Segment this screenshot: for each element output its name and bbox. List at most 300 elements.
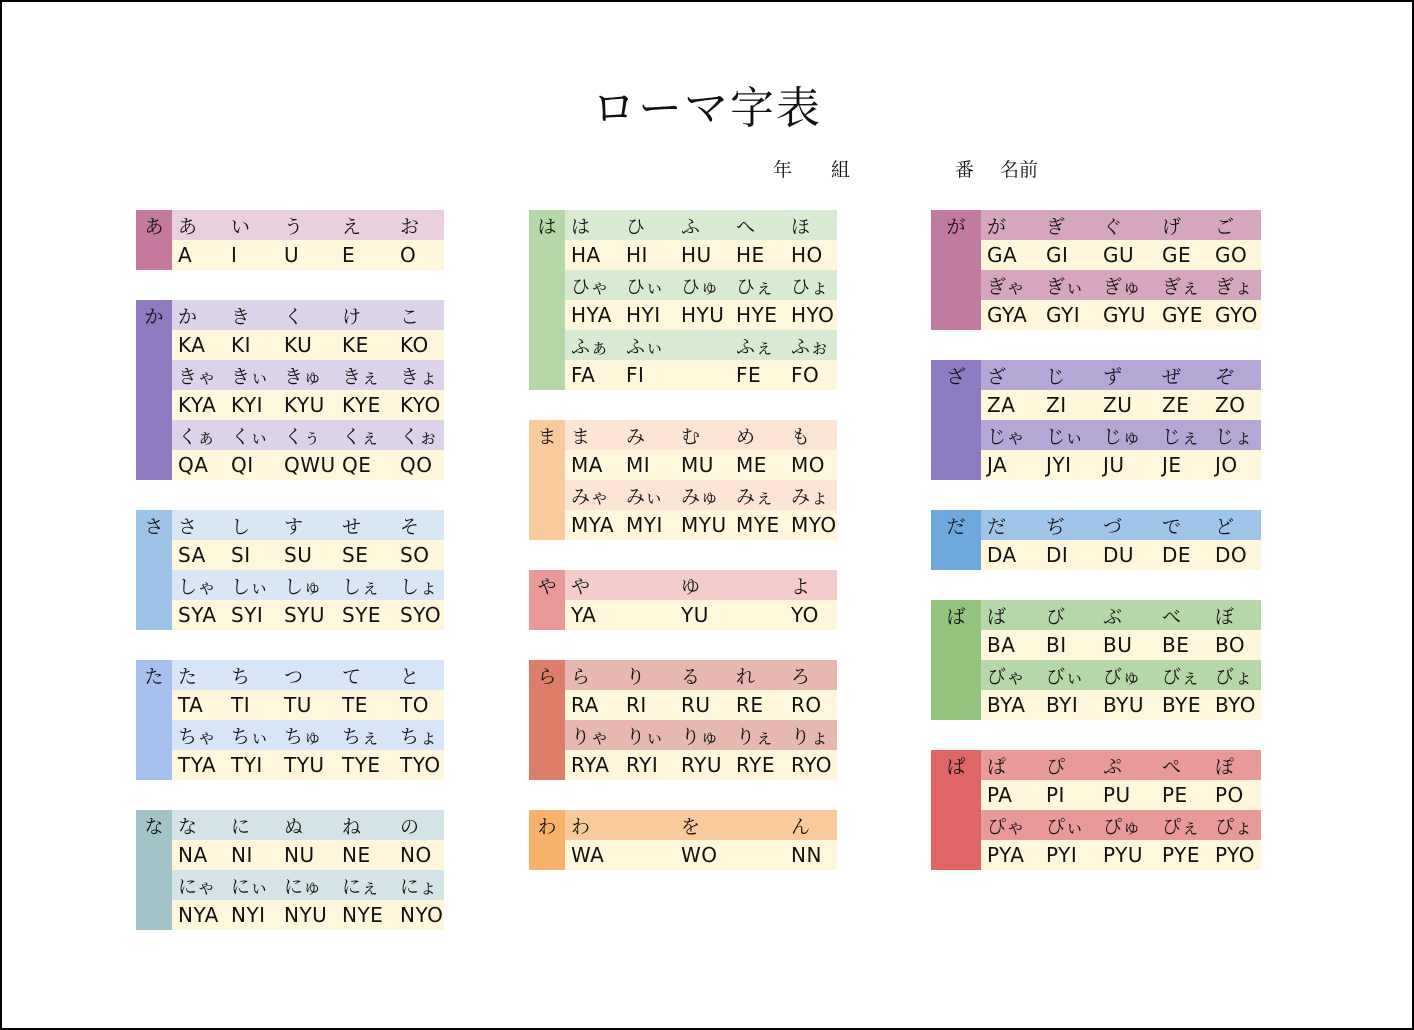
kana-row (172, 360, 444, 390)
kana-cell: ち (231, 665, 251, 688)
kana-row (172, 870, 444, 900)
kana-group (529, 420, 837, 540)
kana-cell: ぴゅ (1103, 815, 1142, 838)
kana-cell: か (178, 305, 198, 328)
romaji-cell: NI (231, 843, 253, 867)
romaji-cell: PYO (1215, 843, 1255, 867)
romaji-cell: MO (791, 453, 825, 477)
romaji-cell: QE (342, 453, 372, 477)
romaji-cell: SU (284, 543, 313, 567)
romaji-cell: BI (1046, 633, 1067, 657)
romaji-cell: JYI (1046, 453, 1072, 477)
group-label: た (136, 660, 172, 780)
romaji-cell: WA (571, 843, 605, 867)
kana-cell: じゅ (1103, 425, 1142, 448)
romaji-cell: TA (178, 693, 204, 717)
kana-cell: ぼ (1215, 605, 1235, 628)
romaji-cell: HU (681, 243, 712, 267)
kana-cell: りぃ (626, 725, 665, 748)
kana-cell: さ (178, 515, 198, 538)
romaji-row (172, 330, 444, 360)
romaji-row (172, 600, 444, 630)
romaji-row (172, 240, 444, 270)
romaji-cell: NN (791, 843, 822, 867)
romaji-cell: GYE (1162, 303, 1203, 327)
romaji-cell: NYA (178, 903, 219, 927)
romaji-cell: HYU (681, 303, 725, 327)
kana-cell: じ (1046, 365, 1066, 388)
romaji-cell: O (400, 243, 417, 267)
romaji-cell: BE (1162, 633, 1190, 657)
kana-cell: べ (1162, 605, 1182, 628)
romaji-row (172, 840, 444, 870)
kana-row (172, 810, 444, 840)
romaji-cell: YU (681, 603, 709, 627)
kana-cell: みょ (791, 485, 830, 508)
kana-cell: へ (736, 215, 756, 238)
kana-group (931, 750, 1261, 870)
romaji-cell: GE (1162, 243, 1192, 267)
kana-cell: ぴょ (1215, 815, 1254, 838)
romaji-cell: NYI (231, 903, 266, 927)
kana-cell: きぇ (342, 365, 381, 388)
kana-cell: て (342, 665, 362, 688)
romaji-cell: ZA (987, 393, 1016, 417)
romaji-cell: NYU (284, 903, 328, 927)
romaji-cell: RYU (681, 753, 722, 777)
kana-group (931, 510, 1261, 570)
kana-cell: ね (342, 815, 362, 838)
kana-cell: きゅ (284, 365, 323, 388)
kana-group (931, 600, 1261, 720)
romaji-row (565, 690, 837, 720)
kana-cell: ちゃ (178, 725, 217, 748)
kana-cell: ぴぇ (1162, 815, 1201, 838)
kana-cell: ぎゃ (987, 275, 1026, 298)
kana-row (172, 660, 444, 690)
kana-cell: りぇ (736, 725, 775, 748)
romaji-cell: TI (231, 693, 251, 717)
romaji-cell: ZU (1103, 393, 1133, 417)
kana-cell: ふ (681, 215, 701, 238)
romaji-cell: MYI (626, 513, 663, 537)
kana-cell: きぃ (231, 365, 270, 388)
romaji-cell: RI (626, 693, 647, 717)
romaji-cell: HA (571, 243, 601, 267)
romaji-cell: BA (987, 633, 1016, 657)
kana-cell: と (400, 665, 420, 688)
romaji-cell: DE (1162, 543, 1192, 567)
kana-cell: う (284, 215, 304, 238)
romaji-row (172, 390, 444, 420)
kana-row (565, 420, 837, 450)
romaji-cell: GU (1103, 243, 1135, 267)
kana-row (172, 720, 444, 750)
kana-group (529, 570, 837, 630)
romaji-row (565, 300, 837, 330)
kana-cell: きょ (400, 365, 439, 388)
kana-cell: わ (571, 815, 591, 838)
romaji-cell: HYO (791, 303, 835, 327)
kana-cell: ぐ (1103, 215, 1123, 238)
romaji-cell: PO (1215, 783, 1244, 807)
group-label: だ (931, 510, 981, 570)
kana-row (565, 270, 837, 300)
kana-cell: しぃ (231, 575, 269, 598)
kana-cell: ぴゃ (987, 815, 1026, 838)
romaji-row (565, 750, 837, 780)
kana-cell: は (571, 215, 591, 238)
kana-cell: くぃ (231, 425, 269, 448)
romaji-cell: ZI (1046, 393, 1067, 417)
kana-row (981, 810, 1261, 840)
romaji-cell: TYU (284, 753, 325, 777)
name-label: 名前 (1000, 159, 1039, 181)
column-right (931, 210, 1261, 870)
romaji-cell: PYI (1046, 843, 1078, 867)
kana-cell: そ (400, 515, 420, 538)
kana-cell: ぎ (1046, 215, 1066, 238)
kana-cell: りゅ (681, 725, 720, 748)
romaji-cell: HE (736, 243, 765, 267)
kana-row (981, 270, 1261, 300)
kana-cell: じゃ (987, 425, 1026, 448)
kana-cell: りょ (791, 725, 830, 748)
kana-row (565, 810, 837, 840)
column-left (136, 210, 444, 930)
kana-cell: ず (1103, 365, 1123, 388)
romaji-cell: BU (1103, 633, 1133, 657)
kana-group (136, 300, 444, 480)
kana-cell: みぃ (626, 485, 664, 508)
romaji-cell: PE (1162, 783, 1188, 807)
kana-cell: ぎゅ (1103, 275, 1142, 298)
romaji-cell: SI (231, 543, 251, 567)
romaji-cell: TYA (178, 753, 217, 777)
kana-cell: くぉ (400, 425, 438, 448)
romaji-row (172, 900, 444, 930)
kana-cell: じぃ (1046, 425, 1084, 448)
kana-cell: で (1162, 515, 1182, 538)
kana-cell: ふぁ (571, 335, 610, 358)
kana-cell: くぇ (342, 425, 380, 448)
romaji-row (172, 690, 444, 720)
romaji-cell: SO (400, 543, 430, 567)
kana-cell: びゅ (1103, 665, 1142, 688)
romaji-cell: DU (1103, 543, 1135, 567)
romaji-cell: KYO (400, 393, 441, 417)
group-label: は (529, 210, 565, 390)
romaji-cell: HYE (736, 303, 778, 327)
kana-cell: ぷ (1103, 755, 1123, 778)
romaji-cell: KYE (342, 393, 381, 417)
romaji-cell: MYO (791, 513, 837, 537)
kana-cell: ぽ (1215, 755, 1235, 778)
kana-cell: お (400, 215, 420, 238)
romaji-cell: RYE (736, 753, 775, 777)
romaji-cell: PYA (987, 843, 1025, 867)
kana-cell: れ (736, 665, 756, 688)
romaji-cell: JA (987, 453, 1008, 477)
kana-group (529, 810, 837, 870)
kana-cell: ぎぃ (1046, 275, 1085, 298)
group-label: や (529, 570, 565, 630)
kana-cell: ざ (987, 365, 1007, 388)
kana-cell: ちぃ (231, 725, 270, 748)
romaji-cell: I (231, 243, 238, 267)
romaji-cell: QA (178, 453, 209, 477)
kana-group (136, 210, 444, 270)
romaji-cell: HO (791, 243, 823, 267)
romaji-cell: PYU (1103, 843, 1143, 867)
kana-cell: ふぃ (626, 335, 665, 358)
romaji-cell: FO (791, 363, 820, 387)
romaji-cell: DO (1215, 543, 1248, 567)
kana-cell: だ (987, 515, 1007, 538)
kana-row (172, 510, 444, 540)
romaji-cell: RYA (571, 753, 610, 777)
romaji-cell: NO (400, 843, 432, 867)
kana-cell: びゃ (987, 665, 1026, 688)
romaji-row (981, 630, 1261, 660)
kana-row (565, 210, 837, 240)
romaji-cell: RYI (626, 753, 659, 777)
kana-cell: が (987, 215, 1007, 238)
kana-cell: い (231, 215, 251, 238)
kana-cell: くぁ (178, 425, 216, 448)
romaji-cell: BO (1215, 633, 1246, 657)
kana-cell: り (626, 665, 646, 688)
kana-cell: も (791, 425, 811, 448)
romaji-cell: DA (987, 543, 1017, 567)
kana-cell: りゃ (571, 725, 610, 748)
romaji-row (565, 510, 837, 540)
romaji-row (981, 540, 1261, 570)
kana-row (565, 720, 837, 750)
group-label: が (931, 210, 981, 330)
group-label: あ (136, 210, 172, 270)
romaji-cell: RO (791, 693, 822, 717)
kana-cell: え (342, 215, 362, 238)
romaji-cell: GYO (1215, 303, 1258, 327)
romaji-cell: SA (178, 543, 206, 567)
romaji-cell: MA (571, 453, 603, 477)
kana-row (981, 360, 1261, 390)
romaji-cell: SYA (178, 603, 217, 627)
kana-row (565, 480, 837, 510)
romaji-cell: E (342, 243, 356, 267)
kana-row (172, 300, 444, 330)
kana-cell: つ (284, 665, 304, 688)
romaji-cell: JE (1162, 453, 1182, 477)
kana-cell: ぶ (1103, 605, 1123, 628)
kana-cell: じょ (1215, 425, 1254, 448)
romaji-cell: YO (791, 603, 819, 627)
romaji-cell: A (178, 243, 193, 267)
kana-row (565, 660, 837, 690)
group-label: ざ (931, 360, 981, 480)
kana-cell: ぴ (1046, 755, 1066, 778)
romaji-cell: GYU (1103, 303, 1146, 327)
romaji-row (172, 540, 444, 570)
kana-cell: くぅ (284, 425, 322, 448)
kana-cell: ちょ (400, 725, 439, 748)
kana-cell: ぺ (1162, 755, 1182, 778)
kana-group (529, 660, 837, 780)
kana-cell: ぢ (1046, 515, 1066, 538)
kana-cell: きゃ (178, 365, 217, 388)
kana-cell: ひゅ (681, 275, 720, 298)
romaji-cell: RE (736, 693, 764, 717)
romaji-row (565, 840, 837, 870)
kana-cell: し (231, 515, 251, 538)
romaji-cell: TE (342, 693, 368, 717)
romaji-row (565, 600, 837, 630)
romaji-cell: RU (681, 693, 711, 717)
kana-cell: あ (178, 215, 198, 238)
romaji-cell: PA (987, 783, 1013, 807)
romaji-cell: KYA (178, 393, 217, 417)
kana-cell: な (178, 815, 198, 838)
kana-group (136, 810, 444, 930)
romaji-row (981, 780, 1261, 810)
romaji-row (981, 840, 1261, 870)
kana-cell: ちぇ (342, 725, 381, 748)
kana-row (565, 330, 837, 360)
romaji-cell: GI (1046, 243, 1069, 267)
kana-cell: ま (571, 425, 591, 448)
romaji-cell: BYA (987, 693, 1026, 717)
group-label: ぱ (931, 750, 981, 870)
kana-cell: じぇ (1162, 425, 1201, 448)
kana-cell: しょ (400, 575, 439, 598)
kana-cell: た (178, 665, 198, 688)
romaji-cell: DI (1046, 543, 1069, 567)
romaji-row (565, 240, 837, 270)
kana-cell: みゃ (571, 485, 610, 508)
group-label: さ (136, 510, 172, 630)
kana-cell: づ (1103, 515, 1123, 538)
kana-cell: ろ (791, 665, 811, 688)
romaji-cell: MYE (736, 513, 780, 537)
romaji-cell: GA (987, 243, 1018, 267)
kana-cell: ど (1215, 515, 1235, 538)
group-label: な (136, 810, 172, 930)
kana-cell: ぎょ (1215, 275, 1254, 298)
kana-cell: にゅ (284, 875, 322, 898)
kana-cell: み (626, 425, 646, 448)
kana-cell: せ (342, 515, 362, 538)
kana-cell: ぞ (1215, 365, 1235, 388)
kana-cell: びょ (1215, 665, 1254, 688)
kana-cell: よ (791, 575, 811, 598)
year-label: 年 (773, 159, 793, 181)
romaji-cell: KYI (231, 393, 264, 417)
romaji-row (565, 450, 837, 480)
romaji-cell: BYE (1162, 693, 1201, 717)
romaji-cell: NYO (400, 903, 444, 927)
kana-row (565, 570, 837, 600)
kana-cell: にょ (400, 875, 438, 898)
romaji-cell: SYO (400, 603, 442, 627)
kana-row (172, 210, 444, 240)
romaji-cell: HYA (571, 303, 612, 327)
romaji-cell: MU (681, 453, 714, 477)
kana-cell: ゆ (681, 575, 701, 598)
kana-cell: しゅ (284, 575, 323, 598)
kana-cell: ば (987, 605, 1007, 628)
kana-row (172, 570, 444, 600)
column-middle (529, 210, 837, 870)
romaji-cell: KI (231, 333, 252, 357)
romaji-cell: BYU (1103, 693, 1144, 717)
romaji-cell: GYA (987, 303, 1028, 327)
romaji-cell: TO (400, 693, 429, 717)
romaji-cell: GO (1215, 243, 1248, 267)
kana-cell: ぎぇ (1162, 275, 1201, 298)
romaji-cell: NYE (342, 903, 384, 927)
kana-cell: ふぇ (736, 335, 775, 358)
kana-cell: しぇ (342, 575, 381, 598)
romaji-cell: FI (626, 363, 645, 387)
romaji-cell: NA (178, 843, 208, 867)
kana-cell: ぱ (987, 755, 1007, 778)
romaji-cell: RYO (791, 753, 832, 777)
romaji-cell: SYE (342, 603, 382, 627)
romaji-cell: FA (571, 363, 596, 387)
romaji-cell: FE (736, 363, 762, 387)
kana-cell: を (681, 815, 701, 838)
romaji-cell: HYI (626, 303, 661, 327)
kana-row (981, 660, 1261, 690)
kana-cell: こ (400, 305, 420, 328)
kana-cell: ほ (791, 215, 811, 238)
romaji-cell: SE (342, 543, 369, 567)
romaji-cell: QO (400, 453, 433, 477)
romaji-cell: PI (1046, 783, 1065, 807)
romaji-cell: MYU (681, 513, 727, 537)
romaji-cell: KYU (284, 393, 325, 417)
romaji-cell: KU (284, 333, 313, 357)
kana-cell: ひぃ (626, 275, 665, 298)
romaji-cell: MYA (571, 513, 615, 537)
number-label: 番 (955, 159, 975, 181)
kana-cell: にぃ (231, 875, 269, 898)
romaji-cell: KO (400, 333, 429, 357)
kana-row (981, 210, 1261, 240)
kana-cell: の (400, 815, 420, 838)
romaji-cell: ME (736, 453, 767, 477)
romaji-cell: YA (571, 603, 597, 627)
group-label: ら (529, 660, 565, 780)
romaji-row (981, 390, 1261, 420)
romaji-cell: MI (626, 453, 651, 477)
romaji-row (981, 690, 1261, 720)
kana-cell: く (284, 305, 304, 328)
kana-cell: にゃ (178, 875, 216, 898)
romaji-cell: QWU (284, 453, 336, 477)
class-label: 組 (831, 159, 851, 181)
kana-cell: ひょ (791, 275, 830, 298)
romaji-cell: JO (1215, 453, 1238, 477)
romaji-cell: ZE (1162, 393, 1190, 417)
romaji-row (172, 750, 444, 780)
kana-cell: しゃ (178, 575, 217, 598)
kana-row (981, 750, 1261, 780)
romaji-cell: SYI (231, 603, 264, 627)
kana-group (136, 510, 444, 630)
kana-cell: け (342, 305, 362, 328)
